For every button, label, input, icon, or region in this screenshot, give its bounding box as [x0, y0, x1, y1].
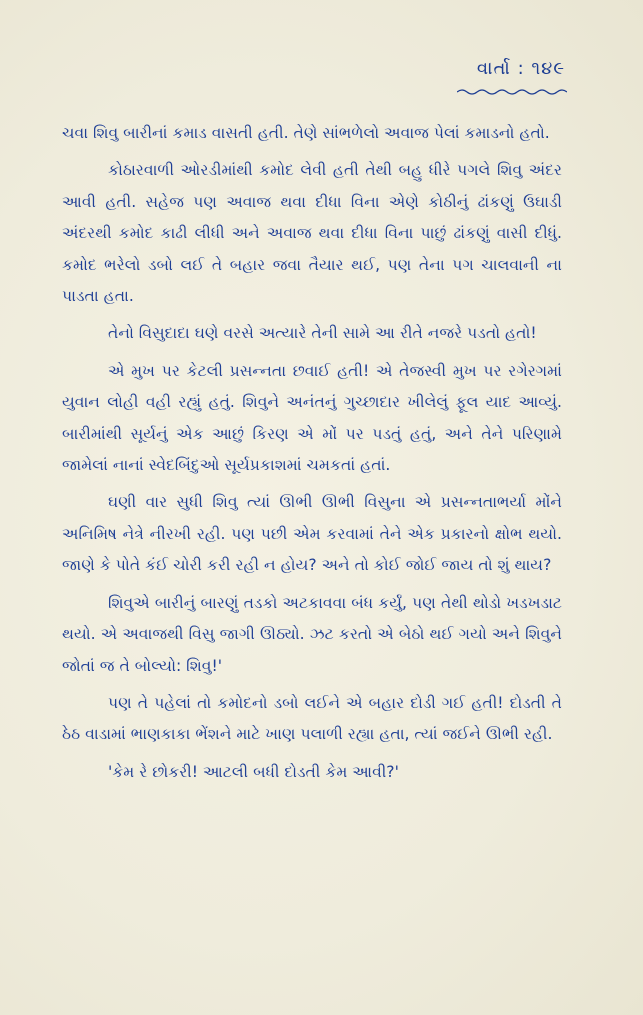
- header-wavy-rule: [457, 88, 567, 96]
- running-head: [477, 58, 565, 79]
- paragraph-2: કોઠારવાળી ઓરડીમાંથી કમોદ લેવી હતી તેથી બહુ ધીરે પગલે શિવુ અંદર આવી હતી. સહેજ પણ અવાજ થવા દીધા વિના એણે કોઠીનું ઢાંકણું ઉઘાડી અંદરથી કમોદ કાઢી લીધી અને અવાજ થવા દીધા વિના પાછું ઢાંકણું વાસી દીધું. કમોદ ભરેલો ડબો લઈ તે બહાર જવા તૈયાર થઈ, પણ તેના પગ ચાલવાની ના પાડતા હતા.: [62, 161, 562, 306]
- paragraph-8: 'કેમ રે છોકરી! આટલી બધી દોડતી કેમ આવી?': [108, 762, 399, 781]
- body-text: [62, 118, 562, 794]
- running-title: વાર્તા : ૧૪૯: [476, 58, 565, 79]
- paragraph-4: એ મુખ પર કેટલી પ્રસન્નતા છવાઈ હતી! એ તેજસ્વી મુખ પર રગેરગમાં યુવાન લોહી વહી રહ્યું હતું. શિવુને અનંતનું ગુચ્છાદાર ખીલેલું ફૂલ યાદ આવ્યું. બારીમાંથી સૂર્યનું એક આછું કિરણ એ મોં પર પડતું હતું, અને તેને પરિણામે જામેલાં નાનાં સ્વેદબિંદુઓ સૂર્યપ્રકાશમાં ચમકતાં હતાં.: [62, 361, 562, 475]
- paragraph-7: પણ તે પહેલાં તો કમોદનો ડબો લઈને એ બહાર દોડી ગઈ હતી! દોડતી તે ઠેઠ વાડામાં ભાણકાકા ભેંશને માટે ખાણ પલાળી રહ્યા હતા, ત્યાં જઈને ઊભી રહી.: [62, 693, 562, 744]
- paragraph-6: શિવુએ બારીનું બારણું તડકો અટકાવવા બંધ કર્યું, પણ તેથી થોડો ખડખડાટ થયો. એ અવાજથી વિસુ જાગી ઊઠ્યો. ઝટ કરતો એ બેઠો થઈ ગયો અને શિવુને જોતાં જ તે બોલ્યો: શિવુ!': [62, 593, 562, 675]
- paragraph-3: તેનો વિસુદાદા ઘણે વરસે અત્યારે તેની સામે આ રીતે નજરે પડતો હતો!: [108, 324, 537, 343]
- paragraph-5: ઘણી વાર સુધી શિવુ ત્યાં ઊભી ઊભી વિસુના એ પ્રસન્નતાભર્યા મોંને અનિમિષ નેત્રે નીરખી રહી. પણ પછી એમ કરવામાં તેને એક પ્રકારનો ક્ષોભ થયો. જાણે કે પોતે કંઈ ચોરી કરી રહી ન હોય? અને તો કોઈ જોઈ જાય તો શું થાય?: [62, 493, 562, 575]
- paragraph-1: ચવા શિવુ બારીનાં કમાડ વાસતી હતી. તેણે સાંભળેલો અવાજ પેલાં કમાડનો હતો.: [62, 124, 550, 142]
